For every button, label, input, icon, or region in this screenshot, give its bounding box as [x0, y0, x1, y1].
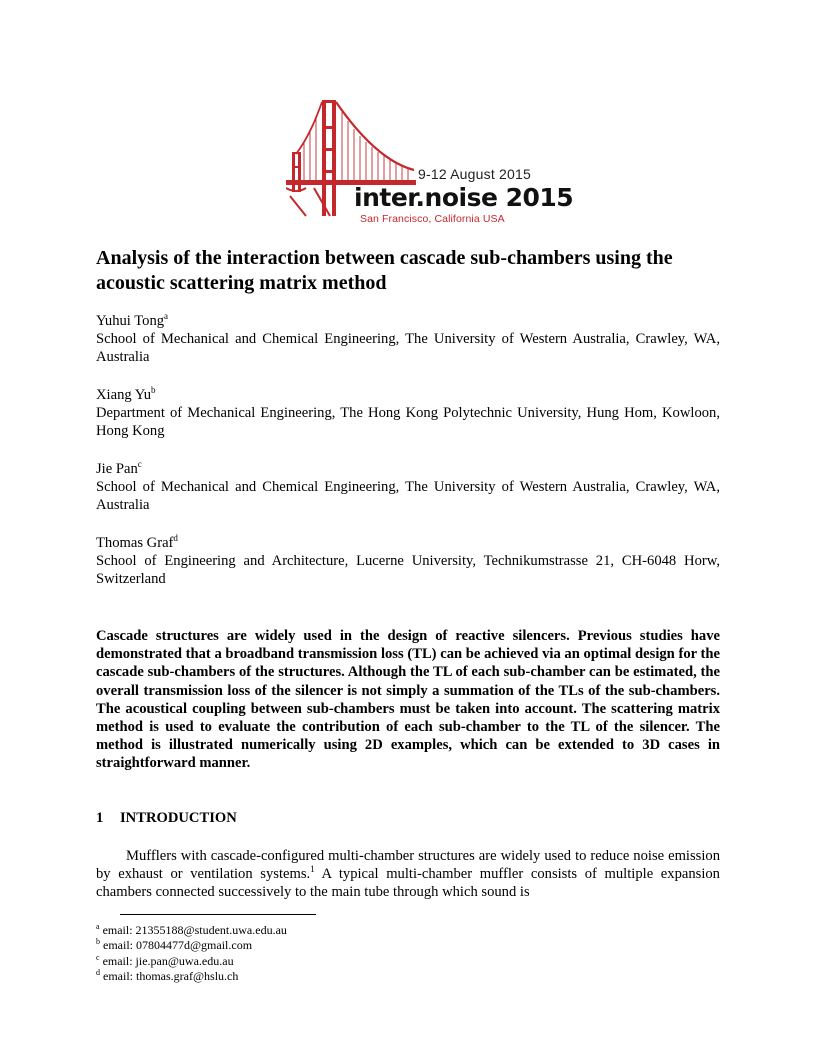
author-mark: d — [173, 533, 178, 544]
introduction-paragraph — [96, 847, 720, 901]
author-name: Yuhui Tong — [96, 313, 165, 329]
footnote-divider — [120, 914, 316, 915]
footnote-mark: d — [96, 968, 100, 978]
footnote — [96, 938, 496, 953]
author-affiliation: School of Mechanical and Chemical Engineering, The University of Western Australia, Crawley, WA, Australia — [96, 331, 720, 365]
author-name: Jie Pan — [96, 461, 138, 477]
footnote-email: email: jie.pan@uwa.edu.au — [102, 953, 234, 968]
footnote-mark: b — [96, 937, 100, 947]
conference-location: San Francisco, California USA — [360, 213, 505, 225]
author-affiliation: Department of Mechanical Engineering, The Hong Kong Polytechnic University, Hung Hom, Kowloon, Hong Kong — [96, 405, 720, 439]
author-name: Xiang Yu — [96, 387, 151, 403]
abstract: Cascade structures are widely used in the design of reactive silencers. Previous studies have demonstrated that a broadband transmission loss (TL) can be achieved via an optimal design for the cascade sub-chambers of the structures. Although the TL of each sub-chamber can be estimated, the overall transmission loss of the silencer is not simply a summation of the TLs of the sub-chambers. The acoustical coupling between sub-chambers must be taken into account. The scattering matrix method is used to evaluate the contribution of each sub-chamber to the TL of the silencer. The method is illustrated numerically using 2D examples, which can be extended to 3D cases in straightforward manner. — [96, 628, 720, 772]
section-title: INTRODUCTION — [120, 810, 237, 826]
section-heading — [96, 810, 237, 827]
conference-brand: inter.noise 2015 — [354, 183, 574, 212]
paper-title: Analysis of the interaction between cascade sub-chambers using the acoustic scattering matrix method — [96, 247, 673, 294]
footnote-email: email: thomas.graf@hslu.ch — [103, 969, 239, 984]
footnote — [96, 954, 496, 969]
intro-text-1: Mufflers with cascade-configured multi-chamber structures are widely used to reduce noise emission by exhaust or ventilation systems. — [96, 848, 720, 882]
author-block — [96, 312, 720, 366]
footnote-email: email: 07804477d@gmail.com — [103, 938, 253, 953]
conference-logo — [286, 96, 574, 230]
footnote-email: email: 21355188@student.uwa.edu.au — [102, 923, 287, 937]
footnote — [96, 969, 496, 984]
author-block — [96, 460, 720, 514]
footnote-mark: c — [96, 952, 100, 962]
footnote — [96, 923, 496, 938]
author-block — [96, 386, 720, 440]
author-name: Thomas Graf — [96, 535, 174, 551]
author-affiliation: School of Engineering and Architecture, Lucerne University, Technikumstrasse 21, CH-6048 Horw, Switzerland — [96, 553, 720, 587]
author-mark: a — [164, 311, 169, 322]
citation-ref: 1 — [310, 864, 315, 875]
conference-dates: 9-12 August 2015 — [418, 166, 531, 182]
author-affiliation: School of Mechanical and Chemical Engineering, The University of Western Australia, Crawley, WA, Australia — [96, 479, 720, 513]
author-mark: b — [151, 385, 156, 396]
section-number: 1 — [96, 810, 104, 826]
intro-text-2: A typical multi-chamber muffler consists of multiple expansion chambers connected successively to the main tube through which sound is — [96, 866, 720, 900]
author-mark: c — [137, 459, 142, 470]
footnote-mark: a — [96, 922, 100, 931]
footnotes — [96, 923, 496, 985]
author-block — [96, 534, 720, 588]
